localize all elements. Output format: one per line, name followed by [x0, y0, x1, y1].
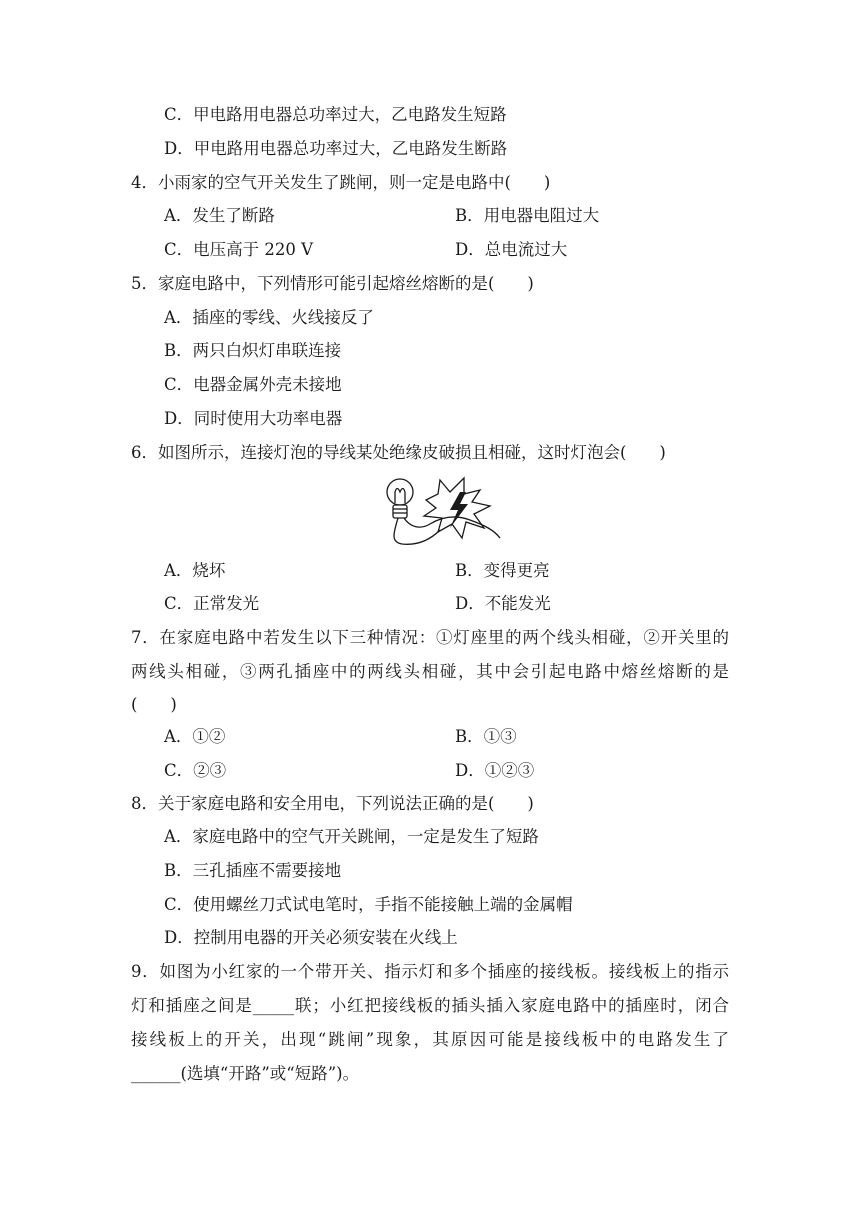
q6-option-a: A．烧坏: [164, 561, 226, 580]
q3-option-c: C．甲电路用电器总功率过大，乙电路发生短路: [164, 105, 507, 124]
q8-option-b: B．三孔插座不需要接地: [164, 861, 342, 880]
q4-option-a: A．发生了断路: [164, 206, 275, 225]
q9-stem-line1: 9．如图为小红家的一个带开关、指示灯和多个插座的接线板。接线板上的指示: [131, 962, 729, 981]
q6-option-c: C．正常发光: [164, 594, 260, 613]
bulb-filament: [395, 489, 405, 504]
q8-option-c: C．使用螺丝刀式试电笔时，手指不能接触上端的金属帽: [164, 895, 573, 914]
q7-stem-line3: ( ): [131, 695, 177, 714]
q6-option-b: B．变得更亮: [455, 561, 550, 580]
q4-option-b: B．用电器电阻过大: [455, 206, 600, 225]
q3-option-d: D．甲电路用电器总功率过大，乙电路发生断路: [164, 139, 508, 158]
q9-stem-line4: ______(选填“开路”或“短路”)。: [131, 1064, 360, 1083]
q9-stem-line2: 灯和插座之间是_____联；小红把接线板的插头插入家庭电路中的插座时，闭合: [131, 996, 729, 1015]
q5-option-c: C．电器金属外壳未接地: [164, 375, 342, 394]
wire-right: [404, 517, 500, 538]
bulb-base: [393, 505, 407, 518]
q7-option-d: D．①②③: [455, 761, 535, 780]
q7-option-b: B．①③: [455, 727, 517, 746]
q6-option-d: D．不能发光: [455, 594, 551, 613]
q8-option-d: D．控制用电器的开关必须安装在火线上: [164, 928, 458, 947]
q7-option-c: C．②③: [164, 761, 227, 780]
q7-stem-line1: 7．在家庭电路中若发生以下三种情况：①灯座里的两个线头相碰，②开关里的: [131, 628, 729, 647]
q9-stem-line3: 接线板上的开关，出现“跳闸”现象，其原因可能是接线板中的电路发生了: [131, 1030, 729, 1049]
q7-stem-line2: 两线头相碰，③两孔插座中的两线头相碰，其中会引起电路中熔丝熔断的是: [131, 662, 729, 681]
q5-option-b: B．两只白炽灯串联连接: [164, 341, 342, 360]
q4-option-c: C．电压高于 220 V: [164, 240, 314, 259]
q4-stem: 4．小雨家的空气开关发生了跳闸，则一定是电路中( ): [131, 173, 551, 192]
q5-option-a: A．插座的零线、火线接反了: [164, 308, 374, 327]
q5-option-d: D．同时使用大功率电器: [164, 409, 343, 428]
bulb-short-circuit-figure: [380, 472, 506, 552]
q5-stem: 5．家庭电路中，下列情形可能引起熔丝熔断的是( ): [131, 274, 534, 293]
q6-stem: 6．如图所示，连接灯泡的导线某处绝缘皮破损且相碰，这时灯泡会( ): [131, 443, 666, 462]
q8-option-a: A．家庭电路中的空气开关跳闸，一定是发生了短路: [164, 827, 539, 846]
q4-option-d: D．总电流过大: [455, 240, 568, 259]
q7-option-a: A．①②: [164, 727, 226, 746]
q8-stem: 8．关于家庭电路和安全用电，下列说法正确的是( ): [131, 794, 534, 813]
bulb-spark-illustration: [380, 472, 506, 552]
